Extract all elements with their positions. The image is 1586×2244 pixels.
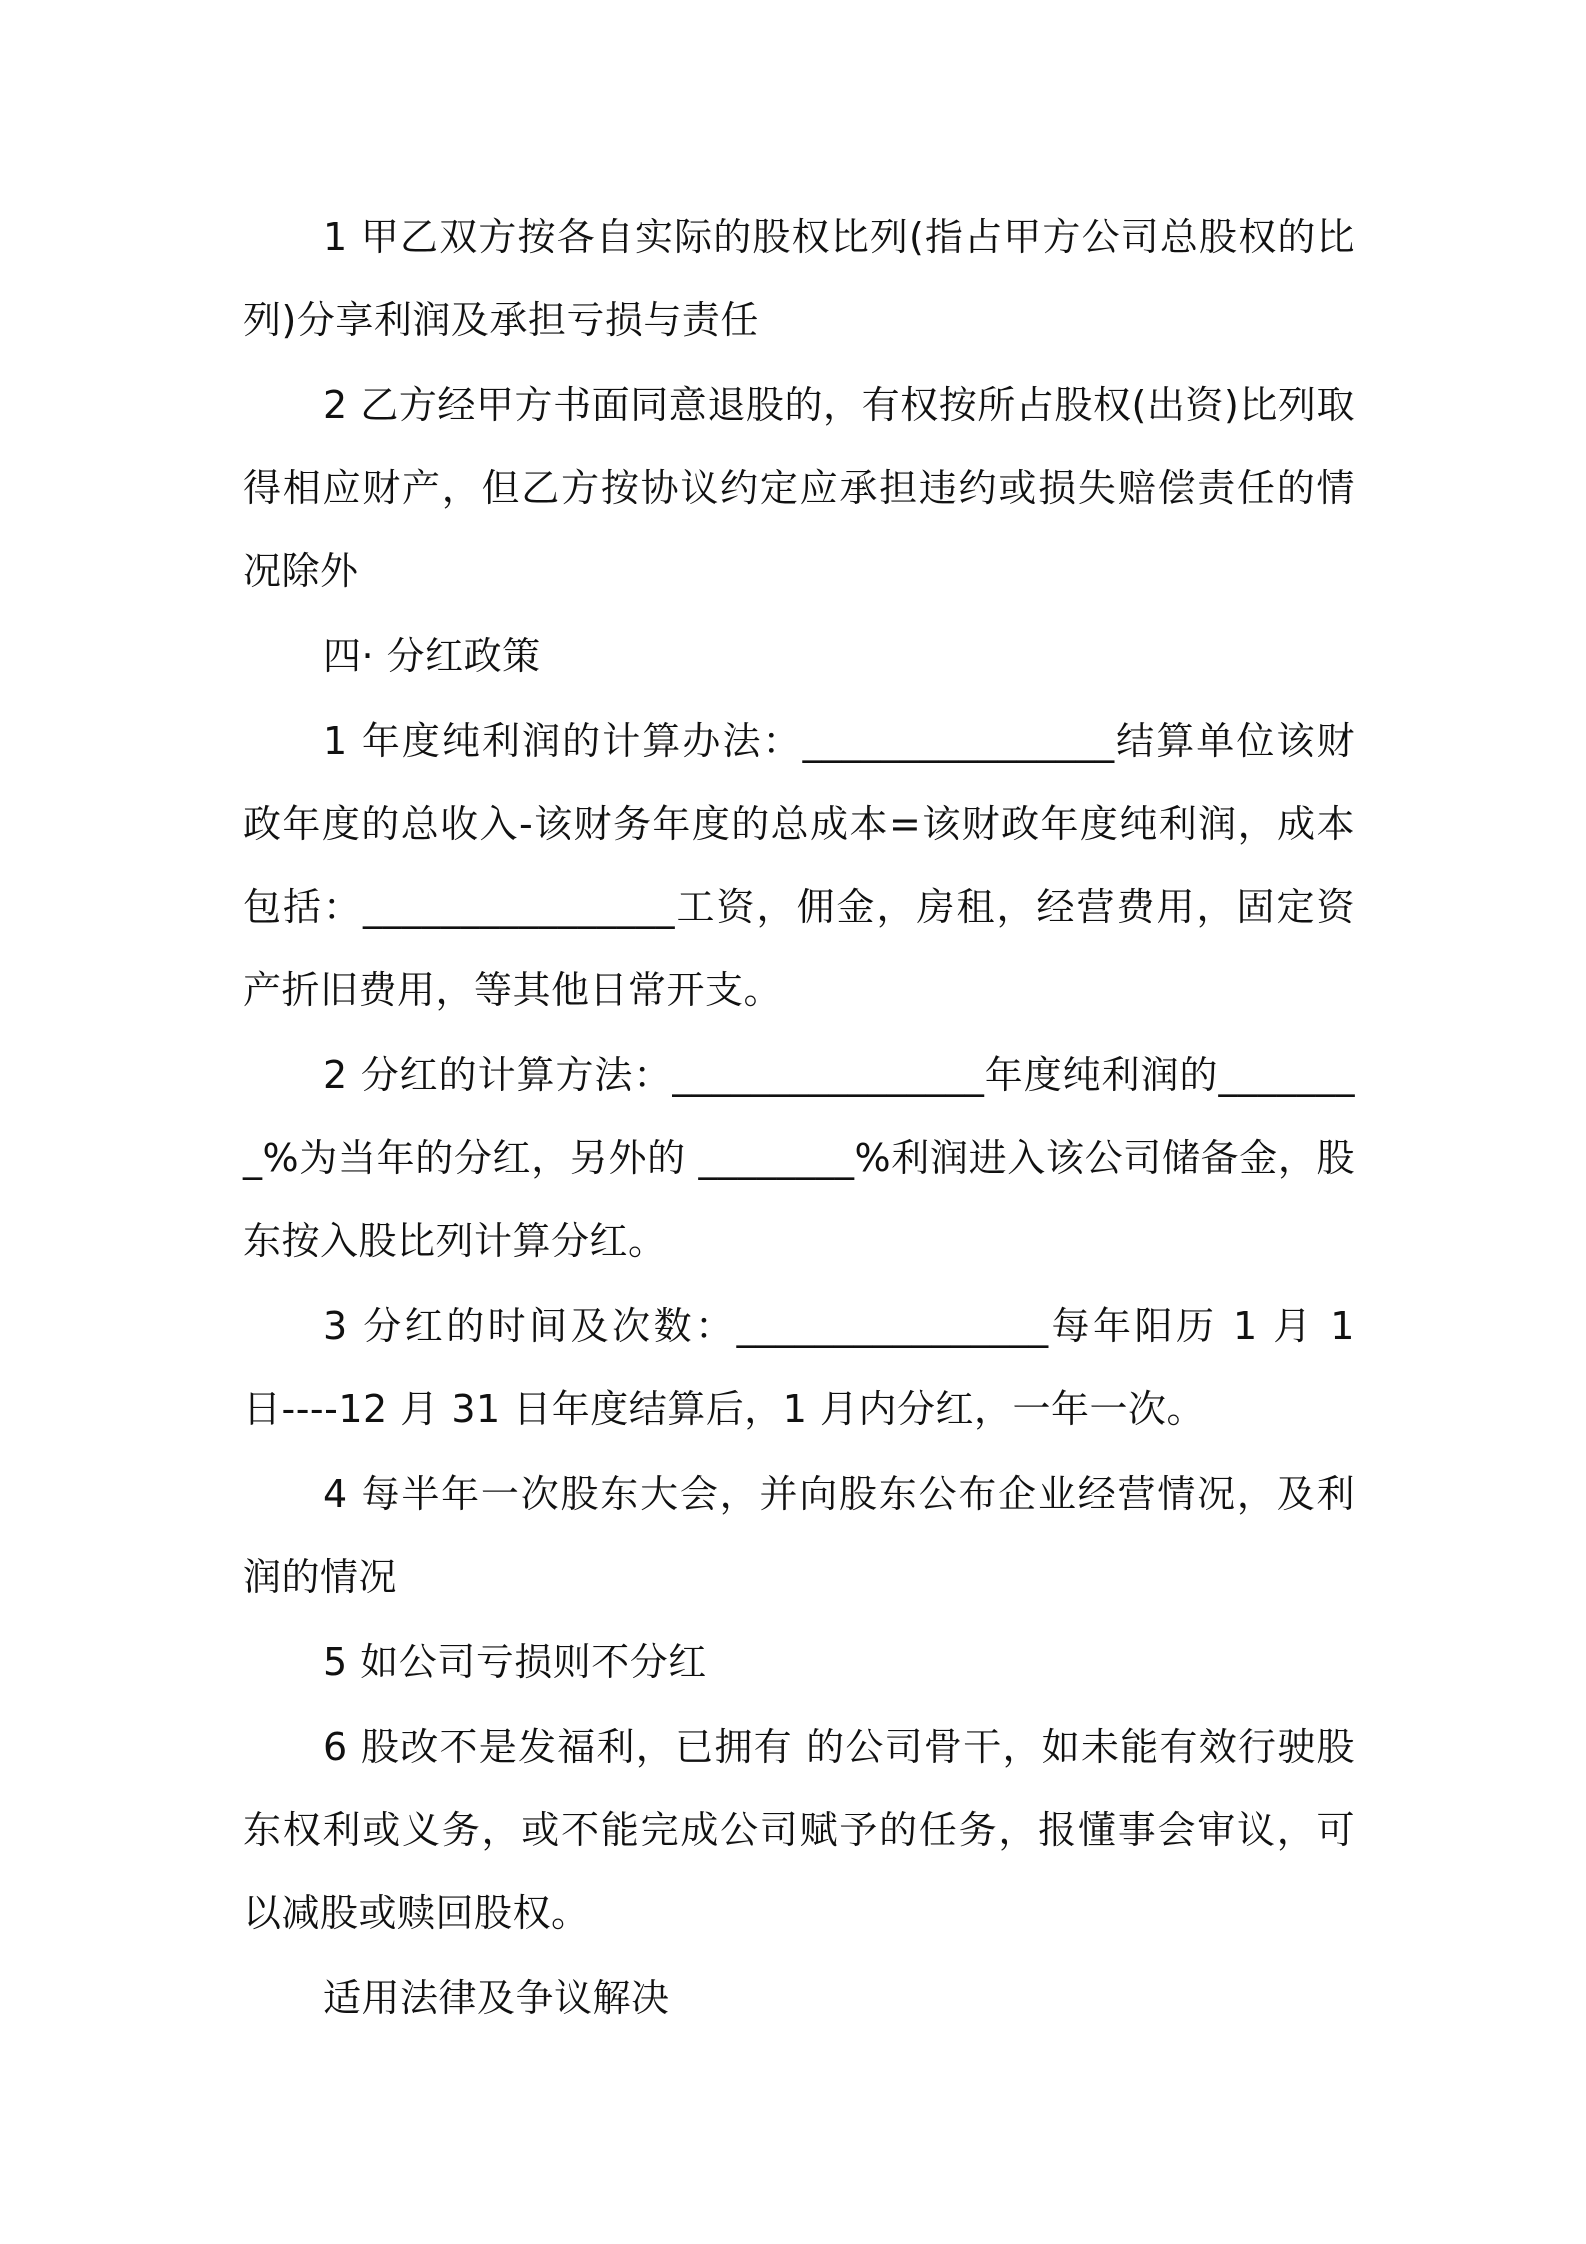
paragraph-share-reduction: 6 股改不是发福利，已拥有 的公司骨干，如未能有效行驶股东权利或义务，或不能完成公司赋予的任务，报懂事会审议，可以减股或赎回股权。 bbox=[243, 1725, 1355, 1935]
paragraph-net-profit-calculation: 1 年度纯利润的计算办法：________________结算单位该财政年度的总收入-该财务年度的总成本=该财政年度纯利润，成本包括：________________工资，佣金，房租，经营费用，固定资产折旧费用，等其他日常开支。 bbox=[243, 719, 1355, 1012]
document-page bbox=[243, 196, 1355, 2042]
section-heading-dividend-policy: 四· 分红政策 bbox=[323, 634, 541, 678]
section-heading-governing-law: 适用法律及争议解决 bbox=[323, 1976, 670, 2020]
paragraph-dividend-calculation: 2 分红的计算方法：________________年度纯利润的________%为当年的分红，另外的 ________%利润进入该公司储备金，股东按入股比列计算分红。 bbox=[243, 1053, 1355, 1263]
paragraph-shareholder-meeting: 4 每半年一次股东大会，并向股东公布企业经营情况，及利润的情况 bbox=[243, 1472, 1355, 1599]
paragraph-withdrawal: 2 乙方经甲方书面同意退股的，有权按所占股权(出资)比列取得相应财产，但乙方按协议约定应承担违约或损失赔偿责任的情况除外 bbox=[243, 383, 1355, 593]
paragraph-no-dividend-on-loss: 5 如公司亏损则不分红 bbox=[323, 1640, 707, 1684]
paragraph-profit-sharing: 1 甲乙双方按各自实际的股权比列(指占甲方公司总股权的比列)分享利润及承担亏损与责任 bbox=[243, 215, 1355, 342]
paragraph-dividend-timing: 3 分红的时间及次数：________________每年阳历 1 月 1 日----12 月 31 日年度结算后，1 月内分红，一年一次。 bbox=[243, 1304, 1355, 1431]
